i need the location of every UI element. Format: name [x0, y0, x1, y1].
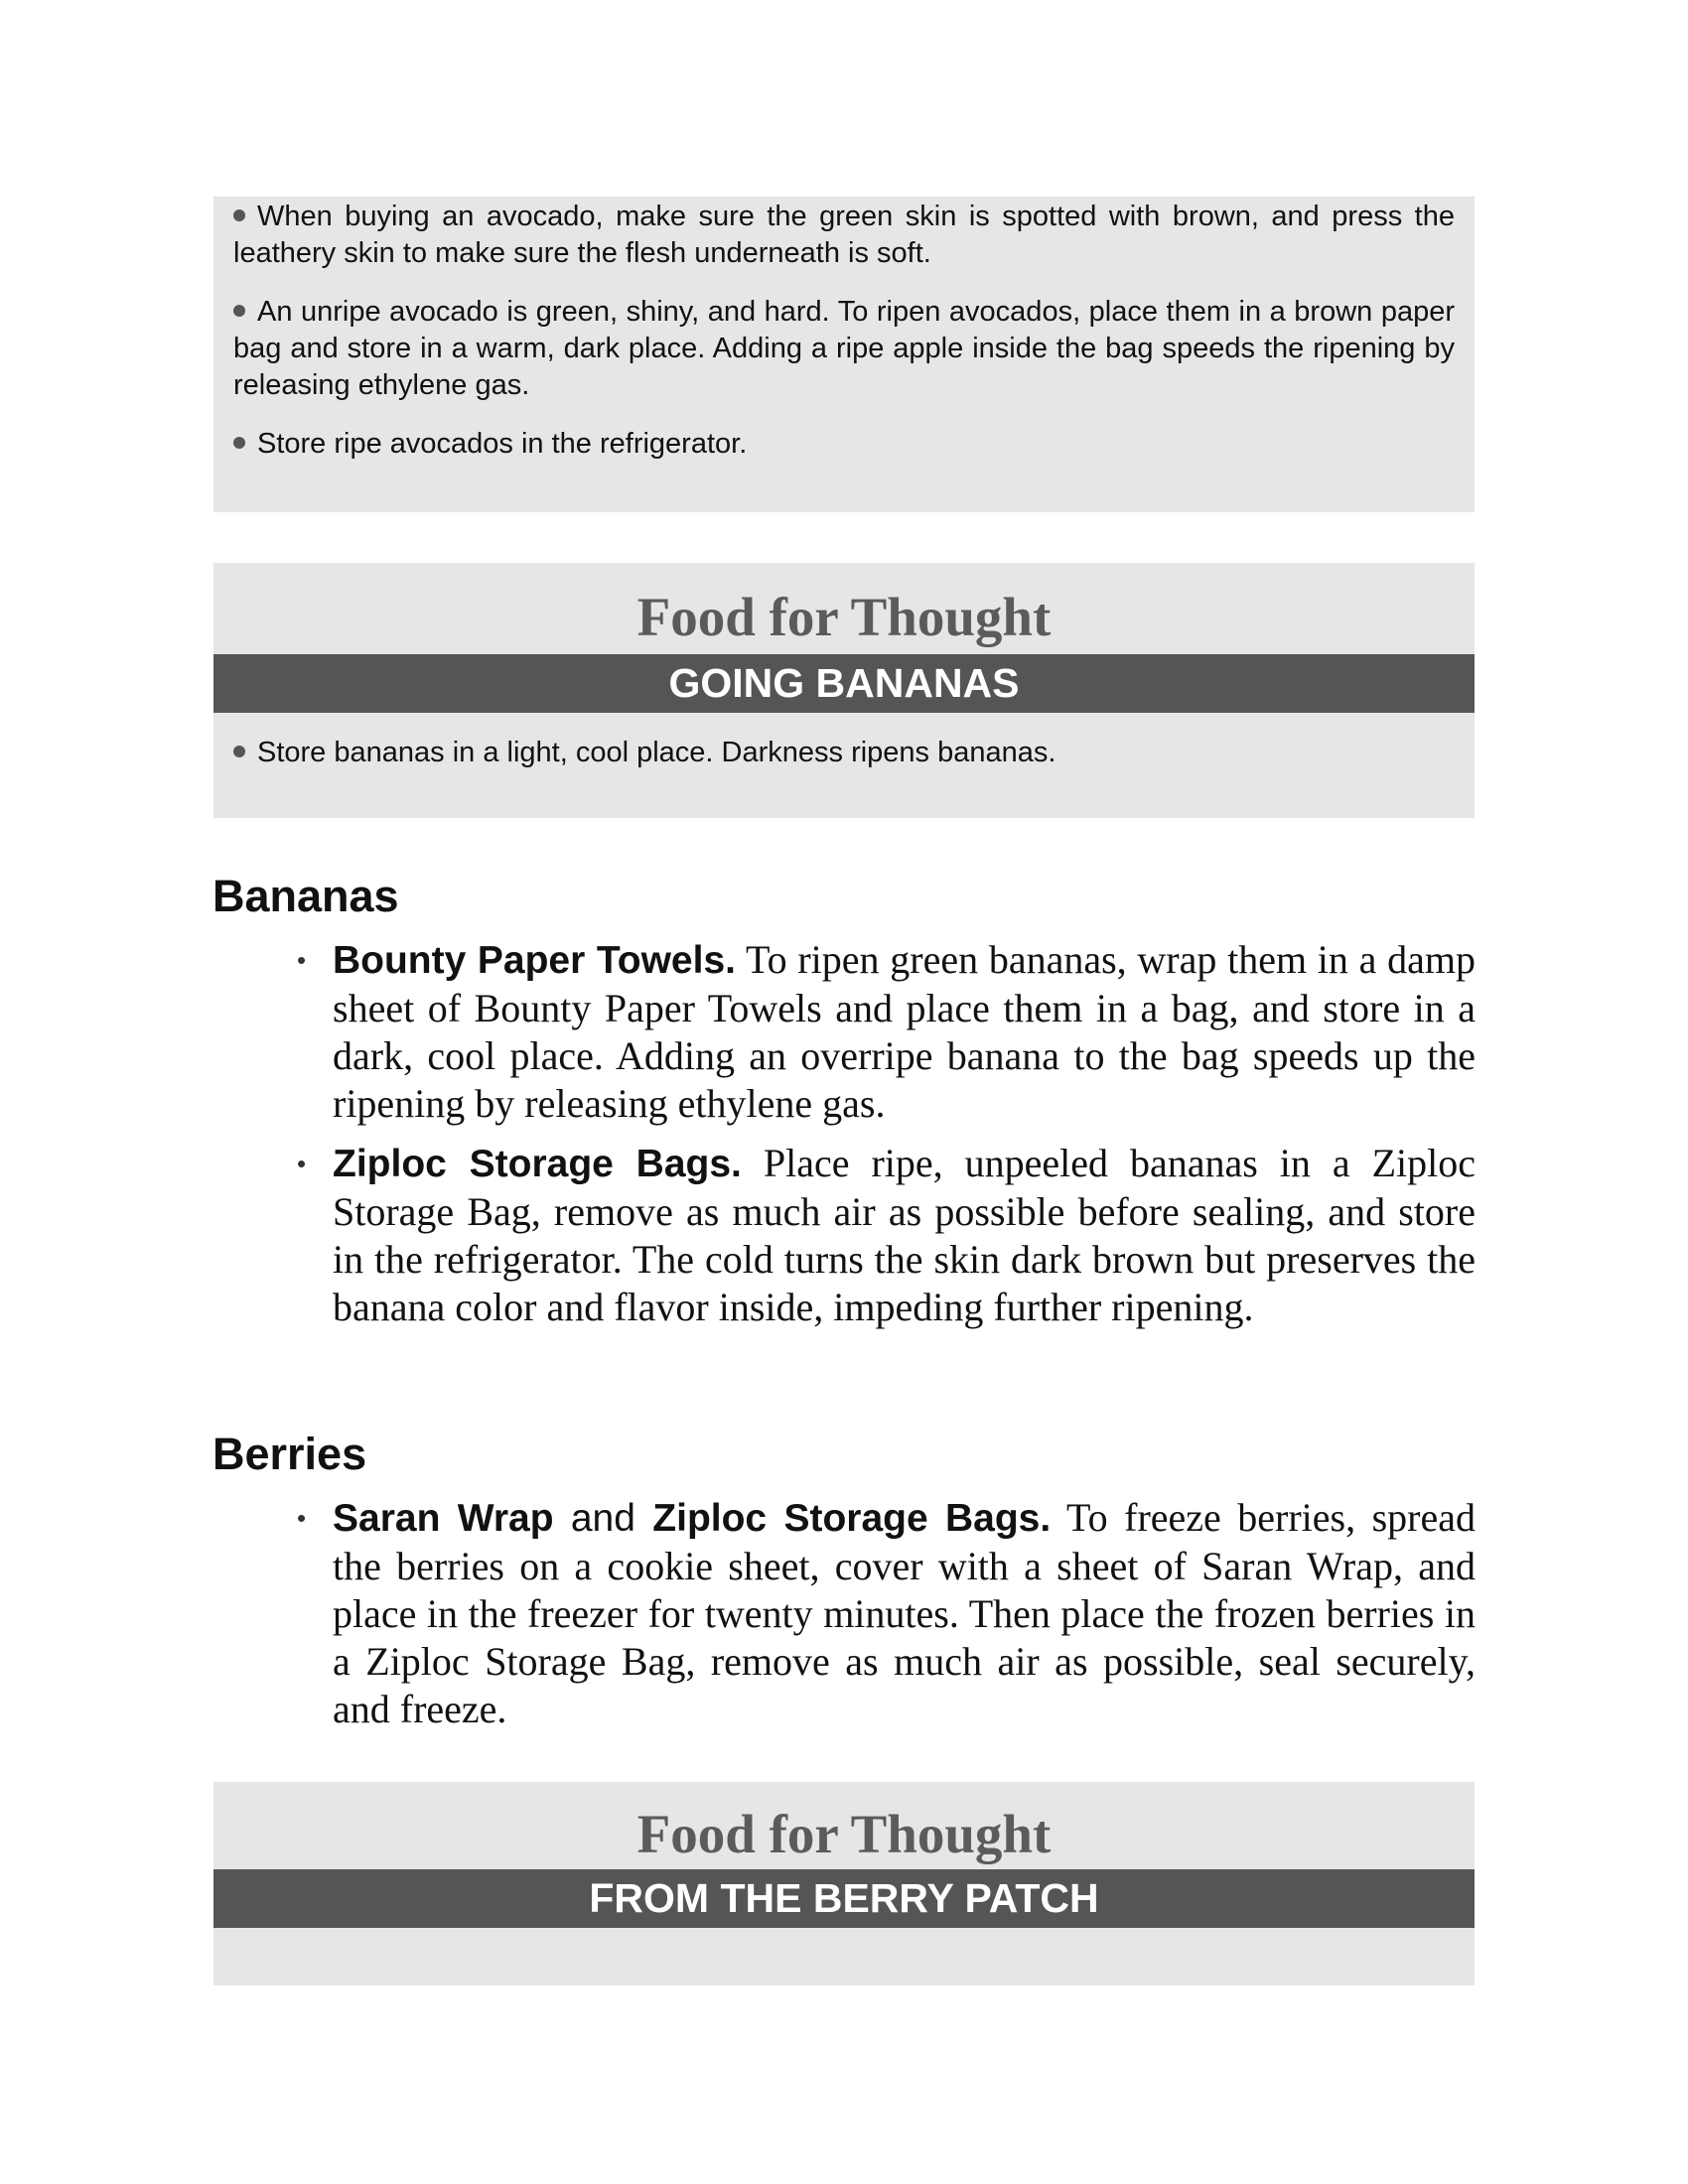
bananas-tips-list	[213, 713, 1475, 771]
entry-product-name: Ziploc Storage Bags.	[652, 1497, 1052, 1540]
berry-patch-subtitle: FROM THE BERRY PATCH	[213, 1869, 1475, 1928]
berries-entry	[297, 1494, 1477, 1733]
avocado-tip-text: An unripe avocado is green, shiny, and hard. To ripen avocados, place them in a brown paper bag and store in a warm, dark place. Adding a ripe apple inside the bag speeds the ripening by releasing ethylene gas.	[233, 296, 1455, 401]
berry-patch-box	[213, 1782, 1475, 1985]
entry-text: To freeze berries, spread the berries on a cookie sheet, cover with a sheet of Saran Wrap, and place in the freezer for twenty minutes. Then place the frozen berries in a Ziploc Storage Bag, remove as much air as possible, seal securely, and freeze.	[333, 1495, 1477, 1731]
bullet-icon: •	[297, 945, 307, 975]
avocado-tip	[233, 426, 1455, 463]
bullet-dot-icon	[233, 305, 245, 317]
going-bananas-subtitle: GOING BANANAS	[213, 654, 1475, 713]
entry-product-name: Bounty Paper Towels.	[333, 939, 736, 982]
avocado-tips-box	[213, 197, 1475, 512]
avocado-tip	[233, 199, 1455, 272]
entry-text: To ripen green bananas, wrap them in a damp sheet of Bounty Paper Towels and place them in a bag, and store in a dark, cool place. Adding an overripe banana to the bag speeds up the ripening by releasing ethylene gas.	[333, 937, 1477, 1126]
bananas-entry	[297, 936, 1477, 1128]
berries-heading: Berries	[212, 1429, 367, 1479]
bullet-dot-icon	[233, 209, 245, 221]
bananas-tip	[233, 735, 1455, 771]
bananas-entries-list	[297, 936, 1477, 1343]
entry-text: Place ripe, unpeeled bananas in a Ziploc Storage Bag, remove as much air as possible before sealing, and store in the refrigerator. The cold turns the skin dark brown but preserves the banana color and flavor inside, impeding further ripening.	[333, 1141, 1477, 1329]
avocado-tip-text: When buying an avocado, make sure the green skin is spotted with brown, and press the leathery skin to make sure the flesh underneath is soft.	[233, 201, 1455, 269]
avocado-tips-list	[213, 197, 1475, 463]
bananas-heading: Bananas	[212, 871, 399, 921]
food-for-thought-title: Food for Thought	[636, 587, 1052, 647]
bananas-tip-text: Store bananas in a light, cool place. Darkness ripens bananas.	[257, 737, 1056, 768]
entry-joiner: and	[553, 1497, 653, 1540]
entry-product-name: Saran Wrap	[333, 1497, 554, 1540]
berries-entries-list	[297, 1494, 1477, 1745]
entry-product-name: Ziploc Storage Bags.	[333, 1143, 742, 1185]
bananas-entry	[297, 1140, 1477, 1331]
going-bananas-box	[213, 563, 1475, 818]
bullet-dot-icon	[233, 437, 245, 449]
bullet-icon: •	[297, 1149, 307, 1178]
avocado-tip-text: Store ripe avocados in the refrigerator.	[257, 428, 748, 460]
bullet-icon: •	[297, 1503, 307, 1533]
food-for-thought-title: Food for Thought	[636, 1804, 1052, 1864]
avocado-tip	[233, 294, 1455, 404]
bullet-dot-icon	[233, 746, 245, 757]
